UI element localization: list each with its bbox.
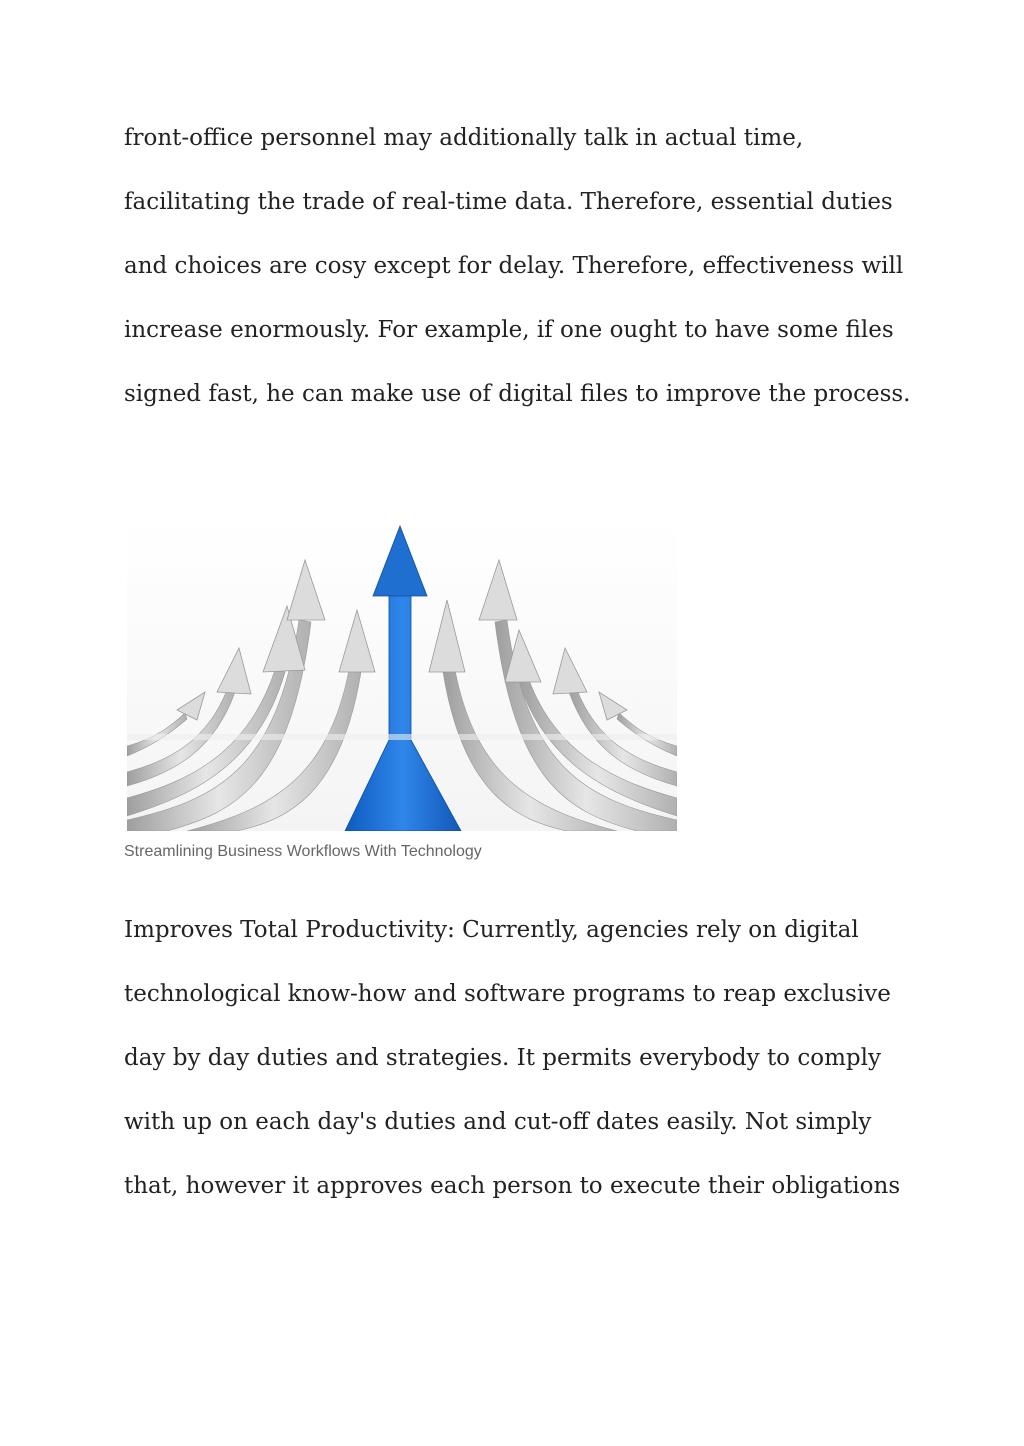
paragraph-line: technological know-how and software programs to reap exclusive (124, 981, 891, 1007)
paragraph-line: increase enormously. For example, if one ought to have some files (124, 317, 894, 343)
figure-caption: Streamlining Business Workflows With Technology (124, 843, 482, 860)
paragraph-line: day by day duties and strategies. It permits everybody to comply (124, 1045, 881, 1071)
paragraph-line: Improves Total Productivity: Currently, agencies rely on digital (124, 917, 859, 943)
body-paragraph (124, 898, 924, 1218)
paragraph-line: that, however it approves each person to execute their obligations (124, 1173, 901, 1199)
rising-arrows-image (127, 520, 677, 831)
paragraph-line: front-office personnel may additionally talk in actual time, (124, 125, 804, 151)
paragraph-line: facilitating the trade of real-time data. Therefore, essential duties (124, 189, 893, 215)
body-paragraph (124, 106, 924, 426)
paragraph-line: with up on each day's duties and cut-off dates easily. Not simply (124, 1109, 872, 1135)
paragraph-line: signed fast, he can make use of digital files to improve the process. (124, 381, 911, 407)
arrows-illustration (127, 520, 677, 831)
paragraph-line: and choices are cosy except for delay. Therefore, effectiveness will (124, 253, 904, 279)
